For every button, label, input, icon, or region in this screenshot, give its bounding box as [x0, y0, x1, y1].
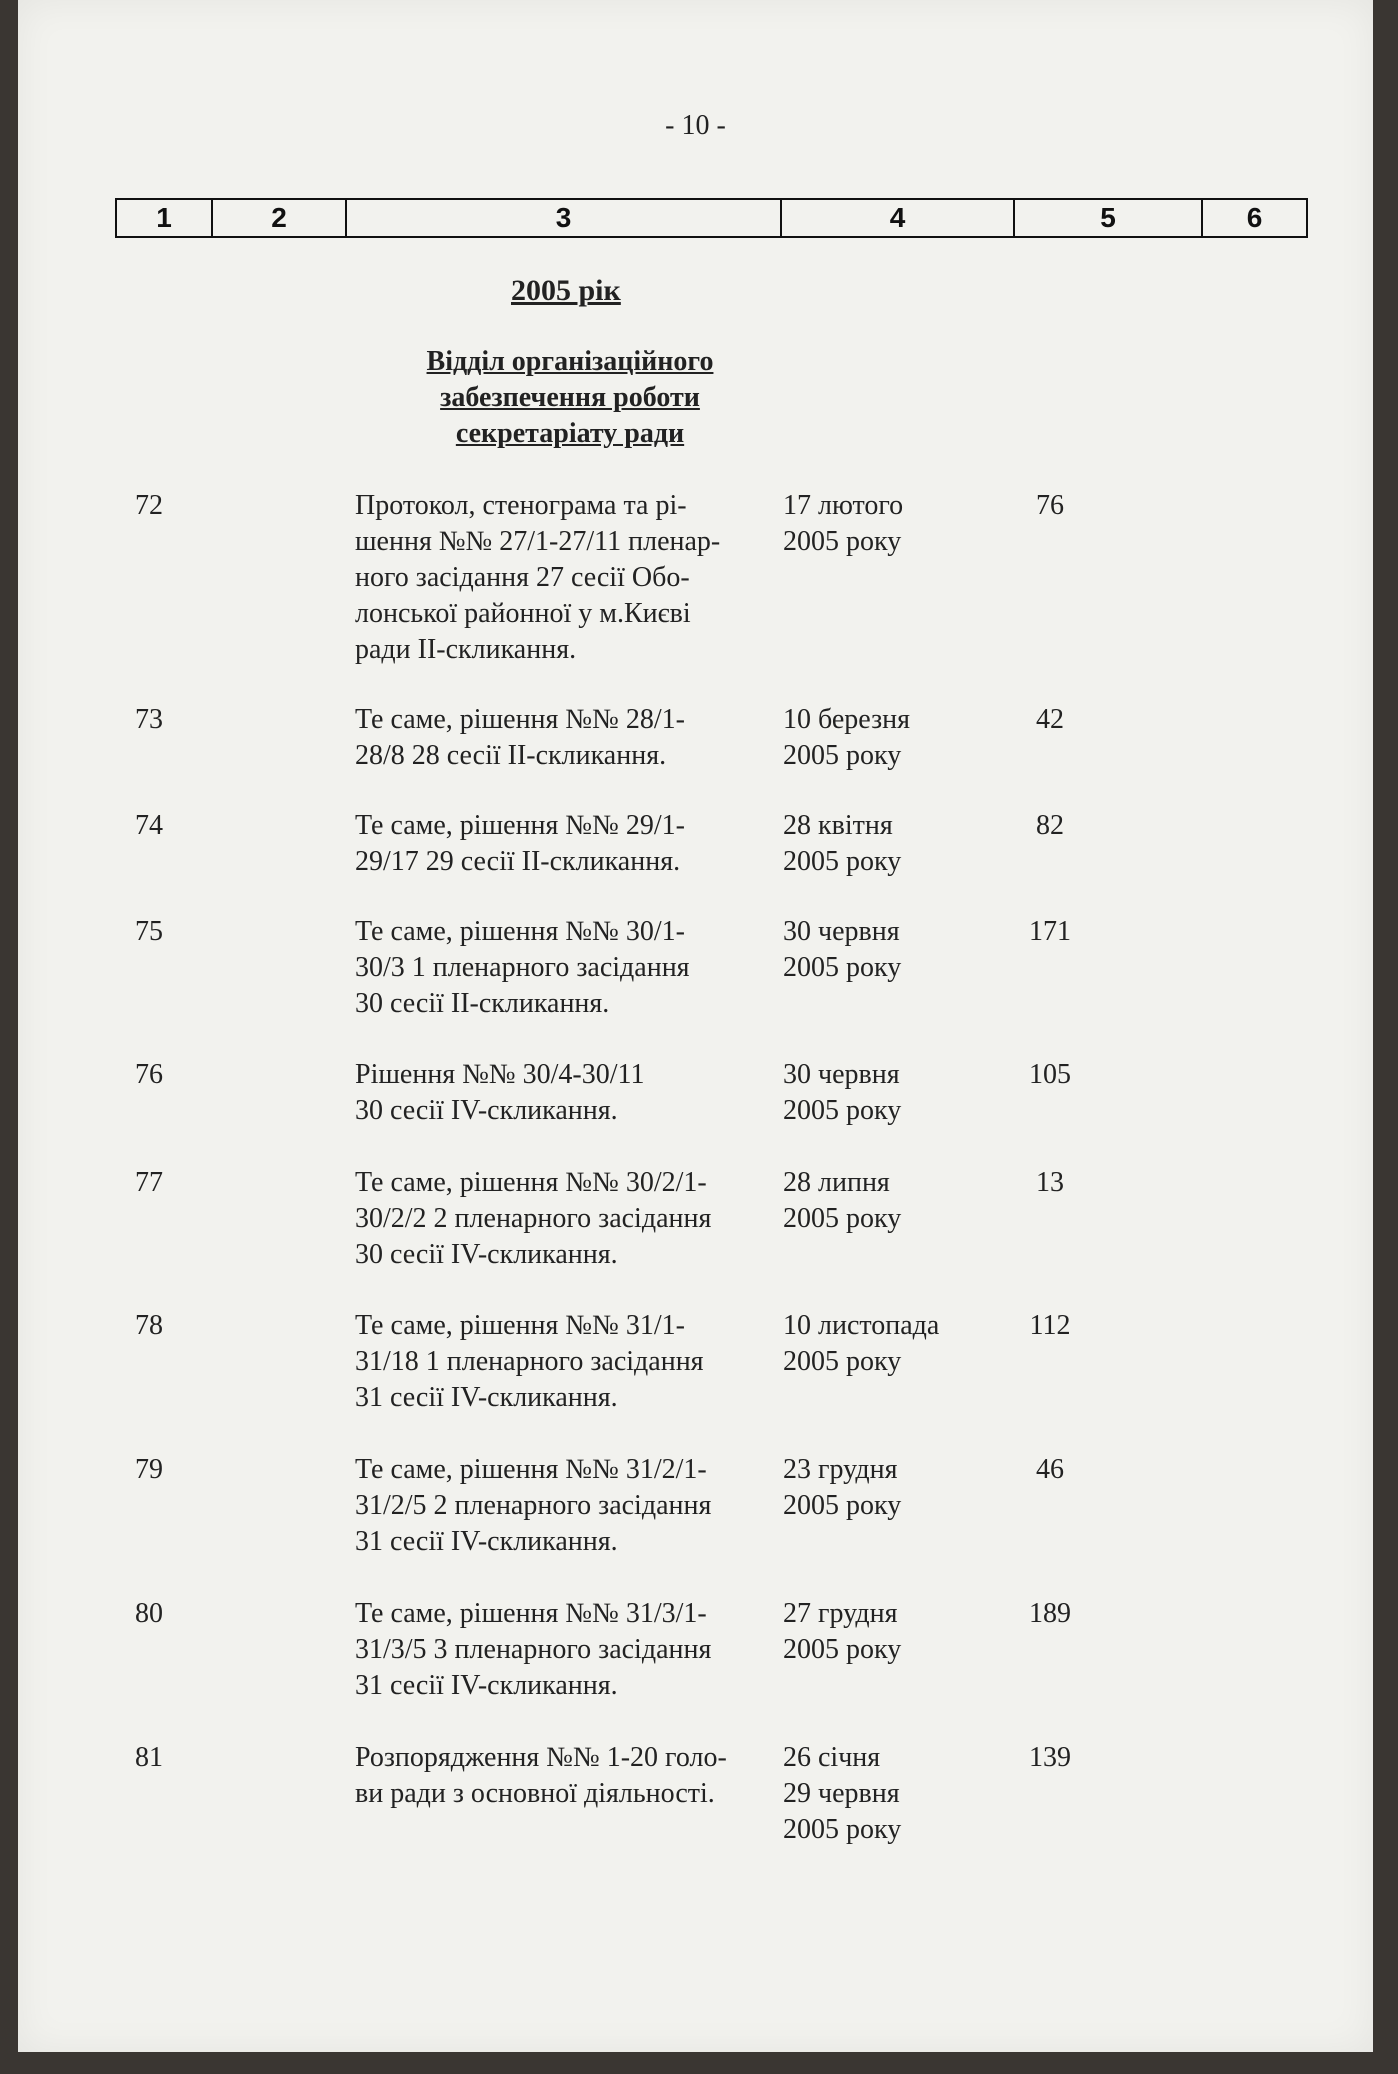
row-page-count: 76	[1036, 490, 1064, 521]
row-date	[783, 808, 1003, 880]
row-number: 78	[135, 1310, 163, 1341]
column-header-3: 3	[347, 200, 782, 236]
row-page-count: 82	[1036, 810, 1064, 841]
description-line: 31/18 1 пленарного засідання	[355, 1346, 704, 1377]
row-page-count: 112	[1029, 1310, 1071, 1341]
date-line: 28 квітня	[783, 810, 893, 841]
description-line: ради II-скликання.	[355, 634, 577, 665]
date-line: 30 червня	[783, 1059, 900, 1090]
row-date	[783, 1452, 1003, 1524]
row-description	[355, 1308, 780, 1416]
description-line: Протокол, стенограма та рі-	[355, 490, 687, 521]
row-date	[783, 488, 1003, 560]
description-line: Те саме, рішення №№ 31/3/1-	[355, 1598, 707, 1629]
row-page-count: 171	[1029, 916, 1071, 947]
row-date	[783, 1165, 1003, 1237]
date-line: 30 червня	[783, 916, 900, 947]
description-line: 28/8 28 сесії II-скликання.	[355, 740, 667, 771]
year-heading: 2005 рік	[511, 274, 621, 307]
column-header-6: 6	[1246, 202, 1263, 233]
row-number: 72	[135, 490, 163, 521]
row-page-count: 13	[1036, 1167, 1064, 1198]
description-line: Те саме, рішення №№ 28/1-	[355, 704, 685, 735]
row-page-count: 139	[1029, 1742, 1071, 1773]
date-line: 2005 року	[783, 846, 902, 877]
date-line: 2005 року	[783, 1203, 902, 1234]
row-date	[783, 1057, 1003, 1129]
description-line: 30 сесії IV-скликання.	[355, 1239, 618, 1270]
column-header-table	[115, 198, 1308, 238]
description-line: Те саме, рішення №№ 31/2/1-	[355, 1454, 707, 1485]
description-line: 30/3 1 пленарного засідання	[355, 952, 690, 983]
date-line: 2005 року	[783, 1814, 902, 1845]
row-number: 74	[135, 810, 163, 841]
description-line: 31 сесії IV-скликання.	[355, 1526, 618, 1557]
row-description	[355, 1740, 780, 1812]
document-page	[18, 0, 1373, 2052]
section-heading-line: секретаріату ради	[455, 418, 685, 449]
row-description	[355, 488, 780, 668]
description-line: Те саме, рішення №№ 29/1-	[355, 810, 685, 841]
row-date	[783, 1596, 1003, 1668]
date-line: 23 грудня	[783, 1454, 898, 1485]
row-date	[783, 1740, 1003, 1848]
section-heading-line: Відділ організаційного	[426, 346, 714, 377]
row-description	[355, 1452, 780, 1560]
description-line: 31/2/5 2 пленарного засідання	[355, 1490, 712, 1521]
date-line: 28 липня	[783, 1167, 890, 1198]
description-line: шення №№ 27/1-27/11 пленар-	[355, 526, 721, 557]
section-heading	[370, 344, 770, 452]
description-line: 29/17 29 сесії II-скликання.	[355, 846, 681, 877]
row-description	[355, 914, 780, 1022]
date-line: 29 червня	[783, 1778, 900, 1809]
column-header-5: 5	[1015, 200, 1203, 236]
description-line: 31/3/5 3 пленарного засідання	[355, 1634, 712, 1665]
date-line: 27 грудня	[783, 1598, 898, 1629]
description-line: ного засідання 27 сесії Обо-	[355, 562, 690, 593]
row-description	[355, 1165, 780, 1273]
date-line: 2005 року	[783, 1490, 902, 1521]
description-line: лонської районної у м.Києві	[355, 598, 691, 629]
row-description	[355, 1057, 780, 1129]
row-page-count: 46	[1036, 1454, 1064, 1485]
date-line: 2005 року	[783, 1634, 902, 1665]
description-line: Те саме, рішення №№ 30/1-	[355, 916, 685, 947]
row-number: 81	[135, 1742, 163, 1773]
date-line: 2005 року	[783, 952, 902, 983]
description-line: 30 сесії IV-скликання.	[355, 1095, 618, 1126]
description-line: Те саме, рішення №№ 30/2/1-	[355, 1167, 707, 1198]
description-line: 30 сесії II-скликання.	[355, 988, 610, 1019]
row-description	[355, 808, 780, 880]
description-line: ви ради з основної діяльності.	[355, 1778, 715, 1809]
date-line: 2005 року	[783, 740, 902, 771]
description-line: 31 сесії IV-скликання.	[355, 1382, 618, 1413]
row-number: 75	[135, 916, 163, 947]
column-header-4: 4	[782, 200, 1015, 236]
row-number: 77	[135, 1167, 163, 1198]
row-number: 80	[135, 1598, 163, 1629]
date-line: 17 лютого	[783, 490, 904, 521]
column-header-2: 2	[213, 200, 347, 236]
description-line: Рішення №№ 30/4-30/11	[355, 1059, 645, 1090]
description-line: Те саме, рішення №№ 31/1-	[355, 1310, 685, 1341]
description-line: 30/2/2 2 пленарного засідання	[355, 1203, 712, 1234]
page-number: - 10 -	[665, 110, 726, 141]
section-heading-line: забезпечення роботи	[440, 382, 700, 413]
column-header-1: 1	[117, 200, 213, 236]
date-line: 2005 року	[783, 1095, 902, 1126]
date-line: 2005 року	[783, 1346, 902, 1377]
row-page-count: 42	[1036, 704, 1064, 735]
row-description	[355, 1596, 780, 1704]
description-line: Розпорядження №№ 1-20 голо-	[355, 1742, 727, 1773]
row-description	[355, 702, 780, 774]
row-page-count: 189	[1029, 1598, 1071, 1629]
row-number: 79	[135, 1454, 163, 1485]
row-number: 73	[135, 704, 163, 735]
date-line: 2005 року	[783, 526, 902, 557]
description-line: 31 сесії IV-скликання.	[355, 1670, 618, 1701]
date-line: 10 березня	[783, 704, 910, 735]
date-line: 10 листопада	[783, 1310, 940, 1341]
row-date	[783, 914, 1003, 986]
row-page-count: 105	[1029, 1059, 1071, 1090]
row-number: 76	[135, 1059, 163, 1090]
date-line: 26 січня	[783, 1742, 881, 1773]
row-date	[783, 702, 1003, 774]
row-date	[783, 1308, 1003, 1380]
